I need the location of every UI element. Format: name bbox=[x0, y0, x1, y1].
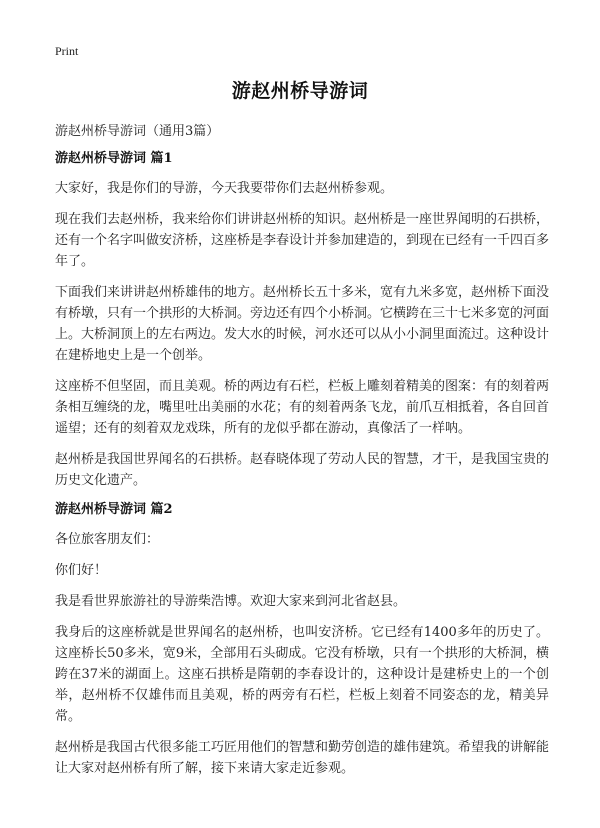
paragraph: 赵州桥是我国世界闻名的石拱桥。赵春晓体现了劳动人民的智慧，才干，是我国宝贵的历史文化遗产。 bbox=[55, 452, 550, 488]
page-title: 游赵州桥导游词 bbox=[231, 80, 369, 102]
paragraph: 现在我们去赵州桥，我来给你们讲讲赵州桥的知识。赵州桥是一座世界闻明的石拱桥，还有一个名字叫做安济桥，这座桥是李春设计并参加建造的，到现在已经有一千四百多年了。 bbox=[55, 212, 550, 269]
paragraph: 大家好，我是你们的导游，今天我要带你们去赵州桥参观。 bbox=[55, 181, 394, 196]
paragraph: 这座桥不但坚固，而且美观。桥的两边有石栏，栏板上雕刻着精美的图案：有的刻着两条相互缠绕的龙，嘴里吐出美丽的水花；有的刻着两条飞龙，前爪互相抵着，各自回首遥望；还有的刻着双龙戏珠，所有的龙似乎都在游动，真像活了一样呐。 bbox=[55, 379, 550, 436]
paragraph: 你们好！ bbox=[55, 563, 108, 578]
print-link[interactable]: Print bbox=[55, 44, 79, 58]
article-section-1 bbox=[55, 150, 549, 491]
paragraph: 我身后的这座桥就是世界闻名的赵州桥，也叫安济桥。它已经有1400多年的历史了。这座桥长50多米，宽9米，全部用石头砌成。它没有桥墩，只有一个拱形的大桥洞，横跨在37米的湖面上。这座石拱桥是隋朝的李春设计的，这种设计是建桥史上的一个创举，赵州桥不仅雄伟而且美观，桥的两旁有石栏，栏板上刻着不同姿态的龙，精美异常。 bbox=[55, 625, 549, 724]
document-body bbox=[55, 150, 549, 789]
paragraph: 赵州桥是我国古代很多能工巧匠用他们的智慧和勤劳创造的雄伟建筑。希望我的讲解能让大家对赵州桥有所了解，接下来请大家走近参观。 bbox=[55, 740, 550, 776]
article-section-2 bbox=[55, 501, 549, 779]
section-heading: 游赵州桥导游词 篇1 bbox=[55, 151, 173, 166]
paragraph: 下面我们来讲讲赵州桥雄伟的地方。赵州桥长五十多米，宽有九米多宽，赵州桥下面没有桥墩，只有一个拱形的大桥洞。旁边还有四个小桥洞。它横跨在三十七米多宽的河面上。大桥洞顶上的左右两边。发大水的时候，河水还可以从小小洞里面流过。这种设计在建桥地史上是一个创举。 bbox=[55, 285, 550, 363]
paragraph: 我是看世界旅游社的导游柴浩博。欢迎大家来到河北省赵县。 bbox=[55, 594, 407, 609]
section-heading: 游赵州桥导游词 篇2 bbox=[55, 502, 173, 517]
paragraph: 各位旅客朋友们： bbox=[55, 532, 160, 547]
document-subtitle: 游赵州桥导游词（通用3篇） bbox=[55, 124, 220, 139]
